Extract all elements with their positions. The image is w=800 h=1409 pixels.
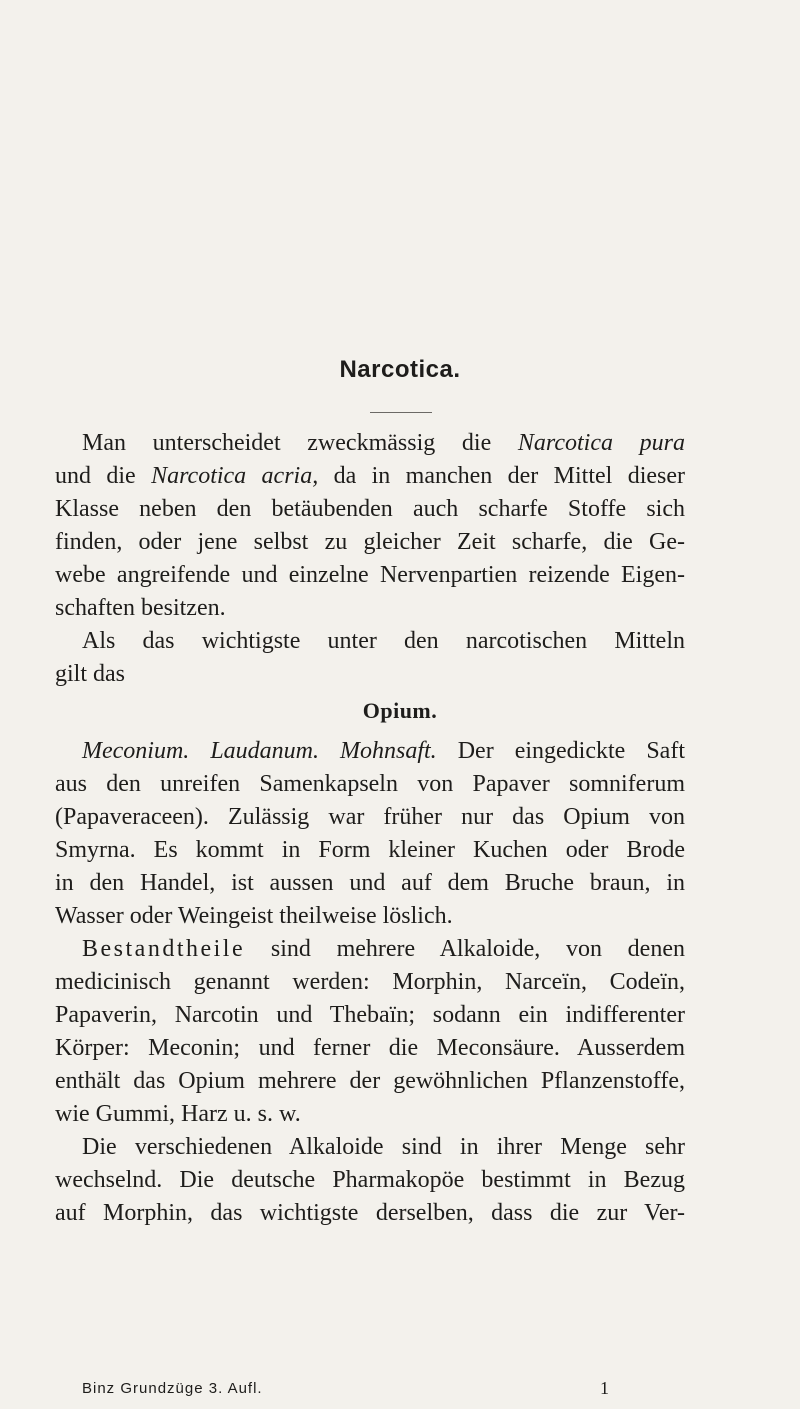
text-line: wechselnd. Die deutsche Pharmakopöe bestimmt in Bezug — [55, 1167, 685, 1193]
italic-term: Narcotica pura — [517, 430, 685, 456]
spaced-term: Bestandtheile — [82, 936, 246, 962]
italic-term: Narcotica acria, — [151, 463, 319, 489]
text-run: und die — [55, 463, 152, 489]
italic-term: Meconium. Laudanum. Mohnsaft. — [82, 738, 437, 764]
text-line: medicinisch genannt werden: Morphin, Narceïn, Codeïn, — [55, 969, 685, 995]
text-line: Papaverin, Narcotin und Thebaïn; sodann ein indifferenter — [55, 1002, 685, 1028]
text-line: finden, oder jene selbst zu gleicher Zeit scharfe, die Ge- — [55, 529, 685, 555]
text-run: sind mehrere Alkaloide, von denen — [245, 936, 685, 962]
text-line — [55, 736, 685, 766]
sheet-number: 1 — [600, 1378, 609, 1398]
text-run: Man unterscheidet zweckmässig die — [82, 430, 518, 456]
text-line: aus den unreifen Samenkapseln von Papaver somniferum — [55, 771, 685, 797]
text-run: da in manchen der Mittel dieser — [318, 463, 686, 489]
section-heading: Opium. — [362, 698, 438, 723]
text-line — [55, 934, 685, 964]
text-line: wie Gummi, Harz u. s. w. — [55, 1101, 301, 1127]
text-line: Klasse neben den betäubenden auch scharfe Stoffe sich — [55, 496, 685, 522]
text-line: (Papaveraceen). Zulässig war früher nur das Opium von — [55, 804, 685, 830]
text-line: enthält das Opium mehrere der gewöhnlichen Pflanzenstoffe, — [55, 1068, 685, 1094]
text-line: Als das wichtigste unter den narcotischen Mitteln — [82, 628, 685, 654]
text-line: Smyrna. Es kommt in Form kleiner Kuchen oder Brode — [55, 837, 685, 863]
page-title: Narcotica. — [339, 356, 461, 383]
text-line: schaften besitzen. — [55, 595, 226, 621]
text-line — [55, 461, 685, 491]
text-line: Wasser oder Weingeist theilweise löslich. — [55, 903, 453, 929]
text-line: in den Handel, ist aussen und auf dem Bruche braun, in — [55, 870, 685, 896]
text-line: auf Morphin, das wichtigste derselben, dass die zur Ver- — [55, 1200, 685, 1226]
text-line — [55, 428, 685, 458]
text-run: Der eingedickte Saft — [436, 738, 685, 764]
signature-mark: Binz Grundzüge 3. Aufl. — [82, 1380, 263, 1397]
text-line: gilt das — [55, 661, 125, 687]
title-divider — [370, 412, 432, 413]
text-line: Körper: Meconin; und ferner die Meconsäure. Ausserdem — [55, 1035, 685, 1061]
text-line: Die verschiedenen Alkaloide sind in ihrer Menge sehr — [82, 1134, 685, 1160]
text-line: webe angreifende und einzelne Nervenpartien reizende Eigen- — [55, 562, 685, 588]
